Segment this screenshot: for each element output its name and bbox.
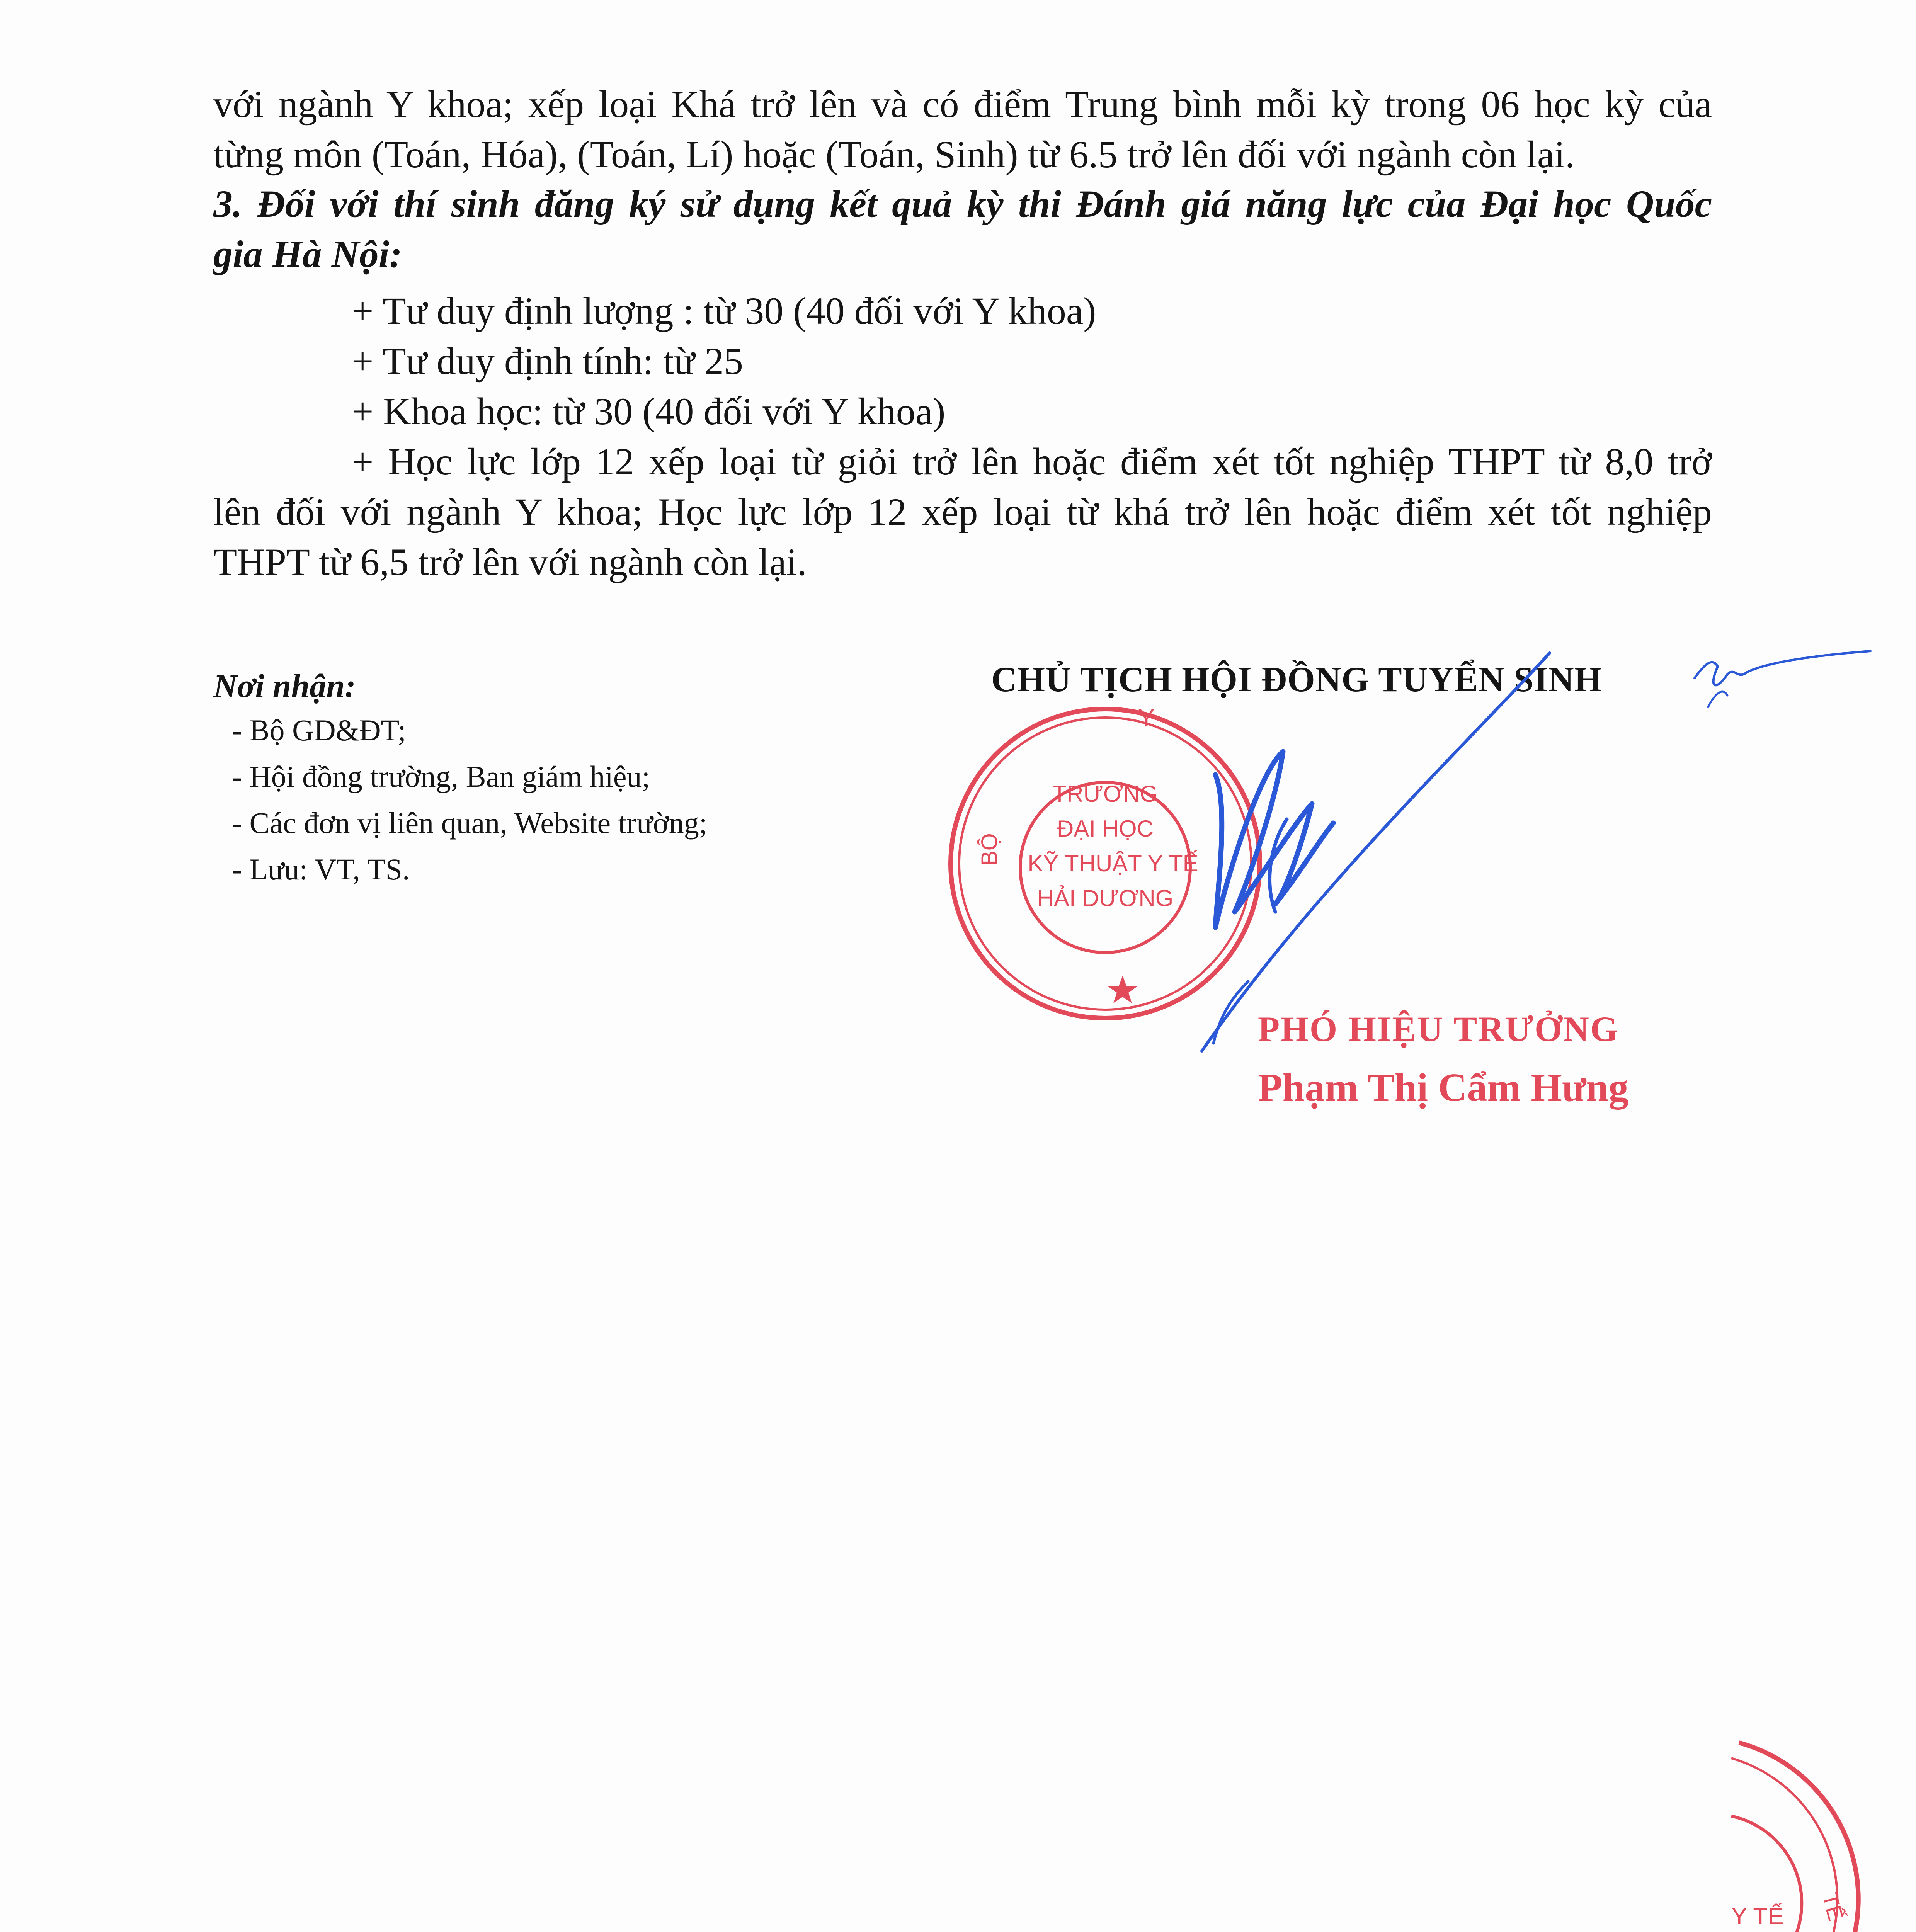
partial-seal-right-edge [1731,1743,1858,1932]
recipients-title: Nơi nhận: [213,667,356,704]
body-line-1: với ngành Y khoa; xếp loại Khá trở lên và có điểm Trung bình mỗi kỳ trong 06 học kỳ của [213,83,1712,126]
criterion-quantitative: + Tư duy định lượng : từ 30 (40 đối với Y khoa) [352,289,1096,332]
handwritten-signature [1202,651,1870,1051]
criterion-academic: + Học lực lớp 12 xếp loại từ giỏi trở lên hoặc điểm xét tốt nghiệp THPT từ 8,0 trở [352,440,1712,483]
seal-top-text: Y [1138,704,1155,732]
body-line-2: từng môn (Toán, Hóa), (Toán, Lí) hoặc (Toán, Sinh) từ 6.5 trở lên đối với ngành còn lại. [213,133,1575,176]
seal-star-icon [1108,976,1138,1003]
criterion-academic-cont: lên đối với ngành Y khoa; Học lực lớp 12 xếp loại từ khá trở lên hoặc điểm xét tốt nghiệp [213,490,1712,533]
recipient-item: - Lưu: VT, TS. [232,852,410,886]
seal-line-1: TRƯỜNG [1052,781,1158,807]
recipient-item: - Hội đồng trường, Ban giám hiệu; [232,760,650,793]
seal-line-2: ĐẠI HỌC [1057,816,1154,842]
recipient-item: - Các đơn vị liên quan, Website trường; [232,806,708,840]
seal-line-3: KỸ THUẬT Y TẾ [1028,850,1198,876]
section3-heading-cont: gia Hà Nội: [213,233,402,276]
section3-heading: 3. Đối với thí sinh đăng ký sử dụng kết quả kỳ thi Đánh giá năng lực của Đại học Quốc [213,182,1712,225]
criterion-academic-cont-2: THPT từ 6,5 trở lên với ngành còn lại. [213,541,807,583]
stamp-title: PHÓ HIỆU TRƯỞNG [1258,1009,1619,1049]
recipient-item: - Bộ GD&ĐT; [232,713,406,747]
chair-title: CHỦ TỊCH HỘI ĐỒNG TUYỂN SINH [991,660,1603,699]
stamp-name: Phạm Thị Cẩm Hưng [1258,1065,1629,1110]
official-seal [951,704,1260,1018]
seal-left-text: BỘ [977,833,1002,866]
partial-seal-text: TẾ [1817,1890,1848,1923]
partial-seal-text: Y TẾ [1731,1903,1784,1930]
criterion-qualitative: + Tư duy định tính: từ 25 [352,340,743,383]
criterion-science: + Khoa học: từ 30 (40 đối với Y khoa) [352,390,946,433]
seal-line-4: HẢI DƯƠNG [1037,885,1174,911]
